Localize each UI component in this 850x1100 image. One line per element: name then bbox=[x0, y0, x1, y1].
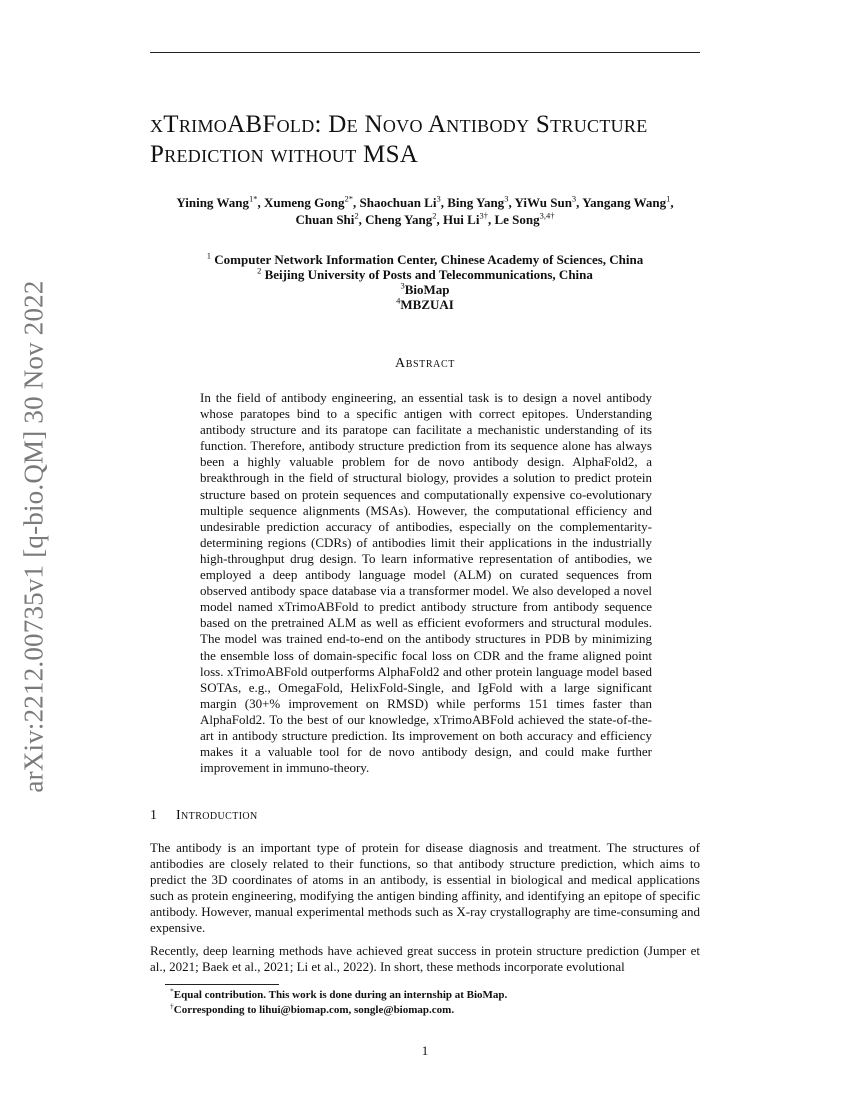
affiliation-item bbox=[150, 252, 700, 267]
affiliation-mark: 3 bbox=[400, 280, 405, 291]
introduction-body bbox=[150, 840, 700, 981]
affiliation-item bbox=[150, 297, 700, 312]
author-affil-mark: 2* bbox=[344, 193, 354, 204]
author-affil-mark: 3,4† bbox=[539, 210, 555, 221]
arxiv-identifier-stamp bbox=[4, 266, 64, 806]
author-name: Yangang Wang bbox=[582, 195, 667, 210]
paragraph: Recently, deep learning methods have achieved great success in protein structure prediction (Jumper et al., 2021; Baek et al., 2021; Li et al., 2022). In short, these methods incorporate evolutional bbox=[150, 942, 700, 974]
paragraph: The antibody is an important type of protein for disease diagnosis and treatment. The structures of antibodies are closely related to their functions, so that antibody structure prediction, which aims to predict the 3D coordinates of atoms in an antibody, is essential in biological and medical applications such as protein engineering, modifying the antigen binding affinity, and identifying an epitope of specific antibody. However, manual experimental methods such as X-ray crystallography are time-consuming and expensive. bbox=[150, 840, 700, 936]
author-affil-mark: 1 bbox=[666, 193, 671, 204]
section-title: Introduction bbox=[176, 808, 258, 823]
author-affil-mark: 3 bbox=[436, 193, 441, 204]
author-name: Le Song bbox=[494, 212, 540, 227]
author-affil-mark: 1* bbox=[248, 193, 258, 204]
affiliation-list bbox=[150, 252, 700, 312]
arxiv-id-text: arXiv:2212.00735v1 [q-bio.QM] 30 Nov 2022 bbox=[18, 279, 49, 793]
title-line-2: Prediction without MSA bbox=[150, 141, 419, 168]
author-name: Cheng Yang bbox=[365, 212, 433, 227]
footnote-item bbox=[170, 1003, 690, 1018]
author-list: Yining Wang$^{1*}$, Xumeng Gong$^{2*}$, Shaochuan Li$^3$, Bing Yang$^3$, YiWu Sun$^3$, Yangang Wang$^1$, Chuan Shi$^2$, Cheng Yang$^2$, Hui $Li^{3\dagger}$, Le Song$^{3,4\dagger}$ bbox=[176, 193, 674, 227]
author-affil-mark: 2 bbox=[354, 210, 359, 221]
paper-title bbox=[150, 110, 710, 170]
author-name: Bing Yang bbox=[447, 195, 505, 210]
affiliation-name: BioMap bbox=[404, 282, 450, 297]
author-name: Xumeng Gong bbox=[263, 195, 345, 210]
top-rule bbox=[150, 52, 700, 53]
affiliation-name: Computer Network Information Center, Chinese Academy of Sciences, China bbox=[214, 252, 644, 267]
author-name: Yining Wang bbox=[176, 195, 249, 210]
section-heading-introduction bbox=[150, 808, 700, 824]
author-name: YiWu Sun bbox=[514, 195, 572, 210]
section-number: 1 bbox=[150, 808, 158, 823]
footnote-mark: * bbox=[170, 986, 174, 996]
author-name: Chuan Shi bbox=[295, 212, 355, 227]
page-number: 1 bbox=[421, 1043, 429, 1058]
footnote-text: Equal contribution. This work is done during an internship at BioMap. bbox=[173, 989, 508, 1001]
affiliation-name: MBZUAI bbox=[400, 297, 454, 312]
title-line-1: xTrimoABFold: De Novo Antibody Structure bbox=[150, 111, 648, 138]
author-affil-mark: 2 bbox=[432, 210, 437, 221]
author-affil-mark: 3 bbox=[571, 193, 577, 204]
affiliation-item bbox=[150, 267, 700, 282]
affiliation-mark: 1 bbox=[206, 250, 212, 261]
footnote-rule bbox=[165, 984, 279, 985]
affiliation-mark: 2 bbox=[257, 265, 262, 276]
affiliation-item bbox=[150, 282, 700, 297]
footnotes bbox=[170, 988, 690, 1018]
abstract-heading: Abstract bbox=[395, 356, 455, 371]
footnote-item bbox=[170, 988, 690, 1003]
abstract-body: In the field of antibody engineering, an essential task is to design a novel antibody whose paratopes bind to a specific antigen with correct epitopes. Understanding antibody structure and its paratope can facilitate a mechanistic understanding of its function. Therefore, antibody structure prediction from its sequence alone has always been a highly valuable problem for de novo antibody design. AlphaFold2, a breakthrough in the field of structural biology, provides a solution to predict protein structure based on protein sequences and computationally expensive co-evolutionary multiple sequence alignments (MSAs). However, the computational efficiency and undesirable prediction accuracy of antibodies, especially on the complementarity-determining regions (CDRs) of antibodies limit their applications in the industrially high-throughput drug design. To learn informative representation of antibodies, we employed a deep antibody language model (ALM) on curated sequences from observed antibody space database via a transformer model. We also developed a novel model named xTrimoABFold to predict antibody structure from antibody sequence based on the pretrained ALM as well as efficient evoformers and structural modules. The model was trained end-to-end on the antibody structures in PDB by minimizing the ensemble loss of domain-specific focal loss on CDR and the frame aligned point loss. xTrimoABFold outperforms AlphaFold2 and other protein language model based SOTAs, e.g., OmegaFold, HelixFold-Single, and IgFold with a large significant margin (30+% improvement on RMSD) while performs 151 times faster than AlphaFold2. To the best of our knowledge, xTrimoABFold achieved the state-of-the-art in antibody structure prediction. Its improvement on both accuracy and efficiency makes it a valuable tool for de novo antibody design, and could make further improvement in immuno-theory. bbox=[200, 390, 652, 776]
affiliation-name: Beijing University of Posts and Telecommunications, China bbox=[264, 267, 593, 282]
author-affil-mark: 3 bbox=[504, 193, 509, 204]
author-name: Hui Li bbox=[442, 212, 480, 227]
author-name: Shaochuan Li bbox=[359, 195, 437, 210]
footnote-mark: † bbox=[170, 1001, 174, 1011]
author-affil-mark: 3† bbox=[479, 210, 488, 221]
footnote-text: Corresponding to lihui@biomap.com, songle@biomap.com. bbox=[173, 1004, 455, 1016]
affiliation-mark: 4 bbox=[396, 295, 401, 306]
